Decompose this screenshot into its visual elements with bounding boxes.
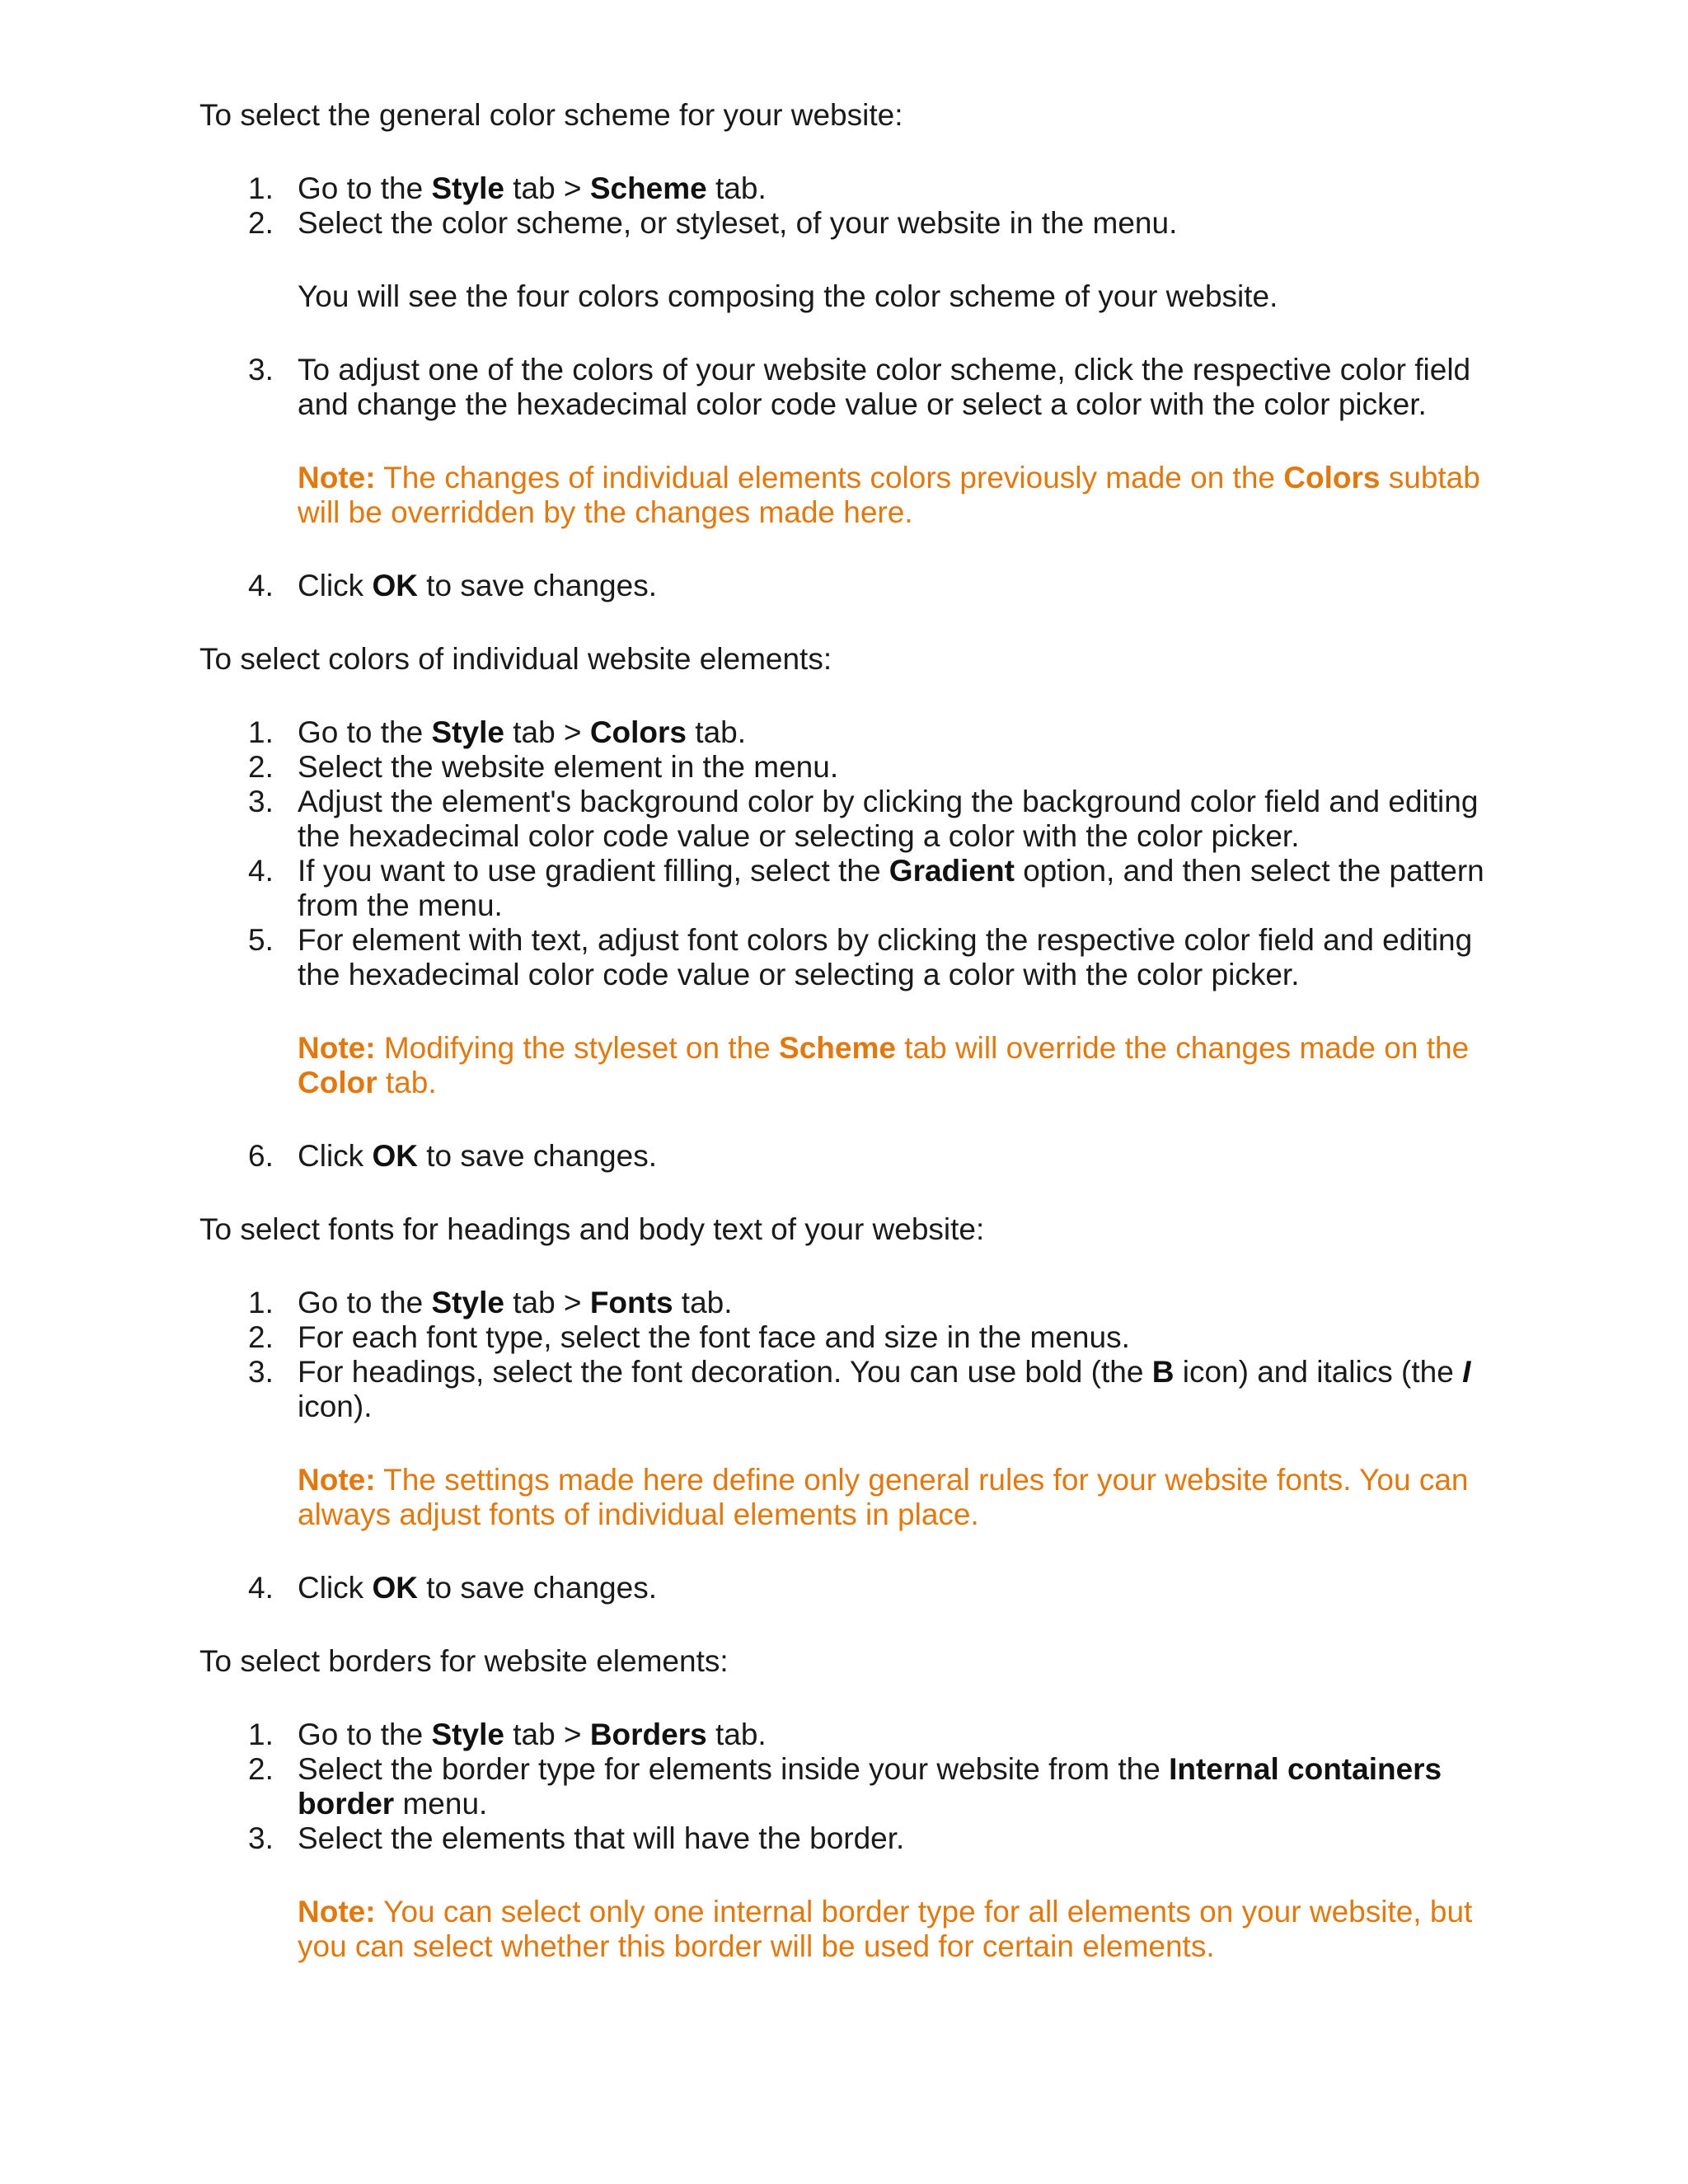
steps-list [199,171,1502,241]
list-item: 2. Select the website element in the menu. [248,750,839,784]
steps-list [199,569,1502,603]
list-item: 3. Adjust the element's background color by clicking the background color field and editing the hexadecimal color code value or selecting a color with the color picker. [248,785,1479,853]
list-item: 3. Select the elements that will have the border. [248,1821,905,1855]
steps-list [199,1286,1502,1424]
note-callout: Note: The changes of individual elements colors previously made on the Colors subtab will be overridden by the changes made here. [298,461,1480,529]
steps-list [199,1139,1502,1174]
section-intro: To select colors of individual website elements: [199,642,832,676]
steps-list [199,1571,1502,1605]
list-item: 4. Click OK to save changes. [248,569,657,602]
note-callout: Note: You can select only one internal border type for all elements on your website, but you can select whether this border will be used for certain elements. [298,1895,1473,1963]
section-intro: To select borders for website elements: [199,1644,729,1678]
list-item: 3. For headings, select the font decoration. You can use bold (the B icon) and italics (the I icon). [248,1355,1471,1423]
document-body [199,98,1502,1964]
steps-list [199,353,1502,422]
list-item: 3. To adjust one of the colors of your website color scheme, click the respective color field and change the hexadecimal color code value or select a color with the color picker. [248,353,1471,421]
list-item: 4. If you want to use gradient filling, select the Gradient option, and then select the pattern from the menu. [248,854,1484,922]
list-item: 1. Go to the Style tab > Fonts tab. [248,1286,733,1319]
list-item: 5. For element with text, adjust font colors by clicking the respective color field and editing the hexadecimal color code value or selecting a color with the color picker. [248,923,1473,991]
step-note-text: You will see the four colors composing the color scheme of your website. [298,279,1278,313]
list-item: 1. Go to the Style tab > Scheme tab. [248,171,767,205]
list-item: 1. Go to the Style tab > Colors tab. [248,715,747,749]
note-callout: Note: Modifying the styleset on the Scheme tab will override the changes made on the Color tab. [298,1031,1470,1099]
list-item: 2. Select the color scheme, or styleset, of your website in the menu. [248,206,1178,240]
section-intro: To select fonts for headings and body text of your website: [199,1212,985,1246]
list-item: 2. For each font type, select the font face and size in the menus. [248,1320,1130,1354]
list-item: 1. Go to the Style tab > Borders tab. [248,1718,767,1751]
list-item: 4. Click OK to save changes. [248,1571,657,1605]
list-item: 2. Select the border type for elements inside your website from the Internal containers border menu. [248,1752,1442,1821]
list-item: 6. Click OK to save changes. [248,1139,657,1173]
steps-list [199,715,1502,992]
note-callout: Note: The settings made here define only general rules for your website fonts. You can always adjust fonts of individual elements in place. [298,1463,1469,1531]
section-intro: To select the general color scheme for your website: [199,98,903,132]
steps-list [199,1718,1502,1856]
